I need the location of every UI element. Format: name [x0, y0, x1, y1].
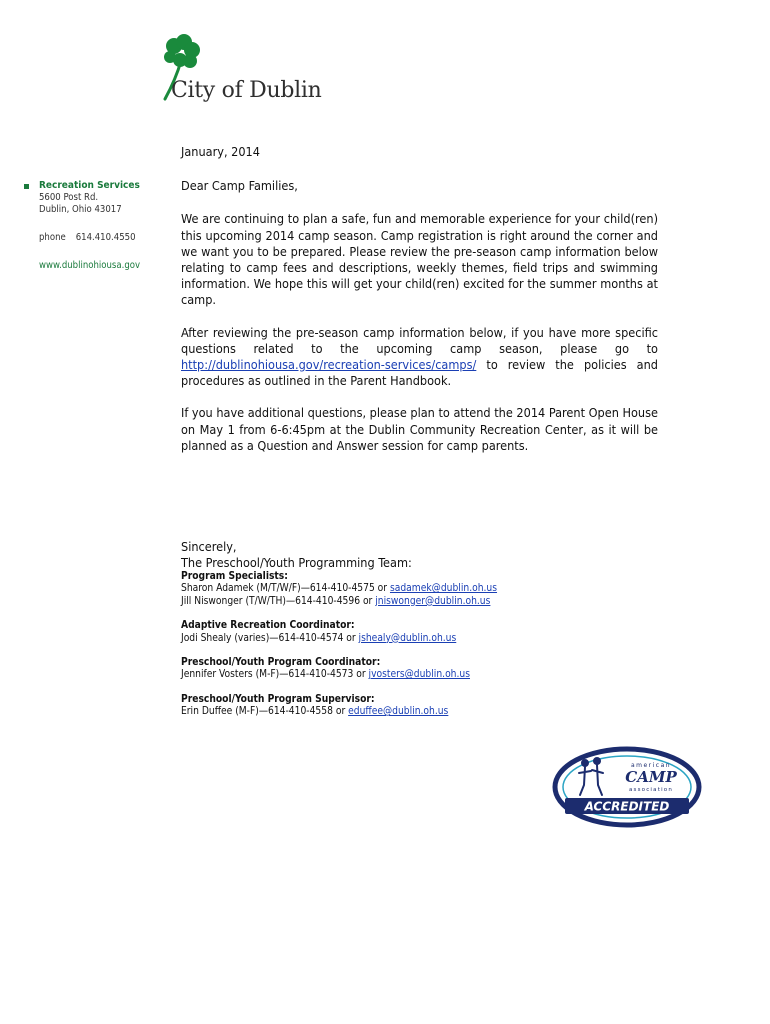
contact-line — [181, 596, 661, 608]
phone-number: 614.410.4550 — [75, 232, 136, 243]
address-line2: Dublin, Ohio 43017 — [39, 204, 122, 215]
contact-line — [181, 583, 661, 595]
registered-mark: ® — [692, 797, 698, 804]
phone-label: phone — [39, 232, 66, 243]
contact-group-coordinator — [181, 657, 661, 682]
email-link[interactable]: eduffee@dublin.oh.us — [348, 706, 449, 718]
contact-line — [181, 669, 661, 681]
email-link[interactable]: jvosters@dublin.oh.us — [368, 669, 470, 681]
contact-line — [181, 706, 661, 718]
logo-text: City of Dublin — [171, 78, 322, 103]
closing: Sincerely, — [181, 539, 237, 554]
badge-line2: CAMP — [625, 768, 677, 786]
badge-line3: association — [628, 787, 674, 793]
paragraph-1: We are continuing to plan a safe, fun and memorable experience for your child(ren) this upcoming 2014 camp season. Camp registration is right around the corner and we want you to be prepared. Please review the pre-season camp information below relating to camp fees and descriptions, weekly themes, field trips and swimming information. We hope this will get your child(ren) excited for the summer months at camp. — [181, 211, 658, 308]
paragraph-3: If you have additional questions, please plan to attend the 2014 Parent Open House on May 1 from 6-6:45pm at the Dublin Community Recreation Center, as it will be planned as a Question and Answer session for camp parents. — [181, 405, 658, 453]
letter-body — [181, 144, 658, 470]
paragraph-2-text-end: to review the policies and procedures as outlined in the Parent Handbook. — [181, 357, 658, 389]
aca-accredited-badge — [551, 745, 703, 830]
letter-date: January, 2014 — [181, 144, 260, 159]
contact-text: Jennifer Vosters (M-F)—614-410-4573 or — [181, 669, 369, 681]
department-name: Recreation Services — [39, 180, 140, 191]
bullet-icon — [24, 184, 29, 189]
role-heading: Preschool/Youth Program Coordinator: — [181, 657, 381, 669]
contact-group-specialists — [181, 571, 661, 608]
email-link[interactable]: sadamek@dublin.oh.us — [389, 583, 498, 595]
email-link[interactable]: jniswonger@dublin.oh.us — [375, 595, 491, 607]
contact-text: Jill Niswonger (T/W/TH)—614-410-4596 or — [181, 595, 376, 607]
sidebar-contact-block — [24, 180, 174, 272]
contact-text: Erin Duffee (M-F)—614-410-4558 or — [181, 706, 349, 718]
contact-group-supervisor — [181, 694, 661, 719]
camps-link[interactable]: http://dublinohiousa.gov/recreation-services/camps/ — [181, 357, 477, 373]
contact-text: Jodi Shealy (varies)—614-410-4574 or — [181, 632, 359, 644]
address-line1: 5600 Post Rd. — [39, 192, 99, 203]
contact-group-adaptive — [181, 620, 661, 645]
role-heading: Preschool/Youth Program Supervisor: — [181, 693, 375, 705]
email-link[interactable]: jshealy@dublin.oh.us — [358, 632, 457, 644]
contacts-list — [181, 571, 661, 731]
contact-line — [181, 633, 661, 645]
phone-row — [24, 232, 174, 244]
role-heading: Program Specialists: — [181, 571, 288, 582]
department-heading — [24, 180, 174, 192]
role-heading: Adaptive Recreation Coordinator: — [181, 620, 355, 632]
letter-greeting: Dear Camp Families, — [181, 178, 298, 194]
team-name: The Preschool/Youth Programming Team: — [181, 555, 412, 570]
badge-line1: american — [630, 762, 672, 769]
contact-text: Sharon Adamek (M/T/W/F)—614-410-4575 or — [181, 583, 390, 595]
signoff — [181, 539, 661, 571]
paragraph-2 — [181, 325, 658, 390]
paragraph-2-text: After reviewing the pre-season camp information below, if you have more specific questions related to the upcoming camp season, please go to — [181, 324, 658, 356]
website-link[interactable]: www.dublinohiousa.gov — [39, 260, 141, 271]
badge-line4: ACCREDITED — [584, 799, 670, 814]
